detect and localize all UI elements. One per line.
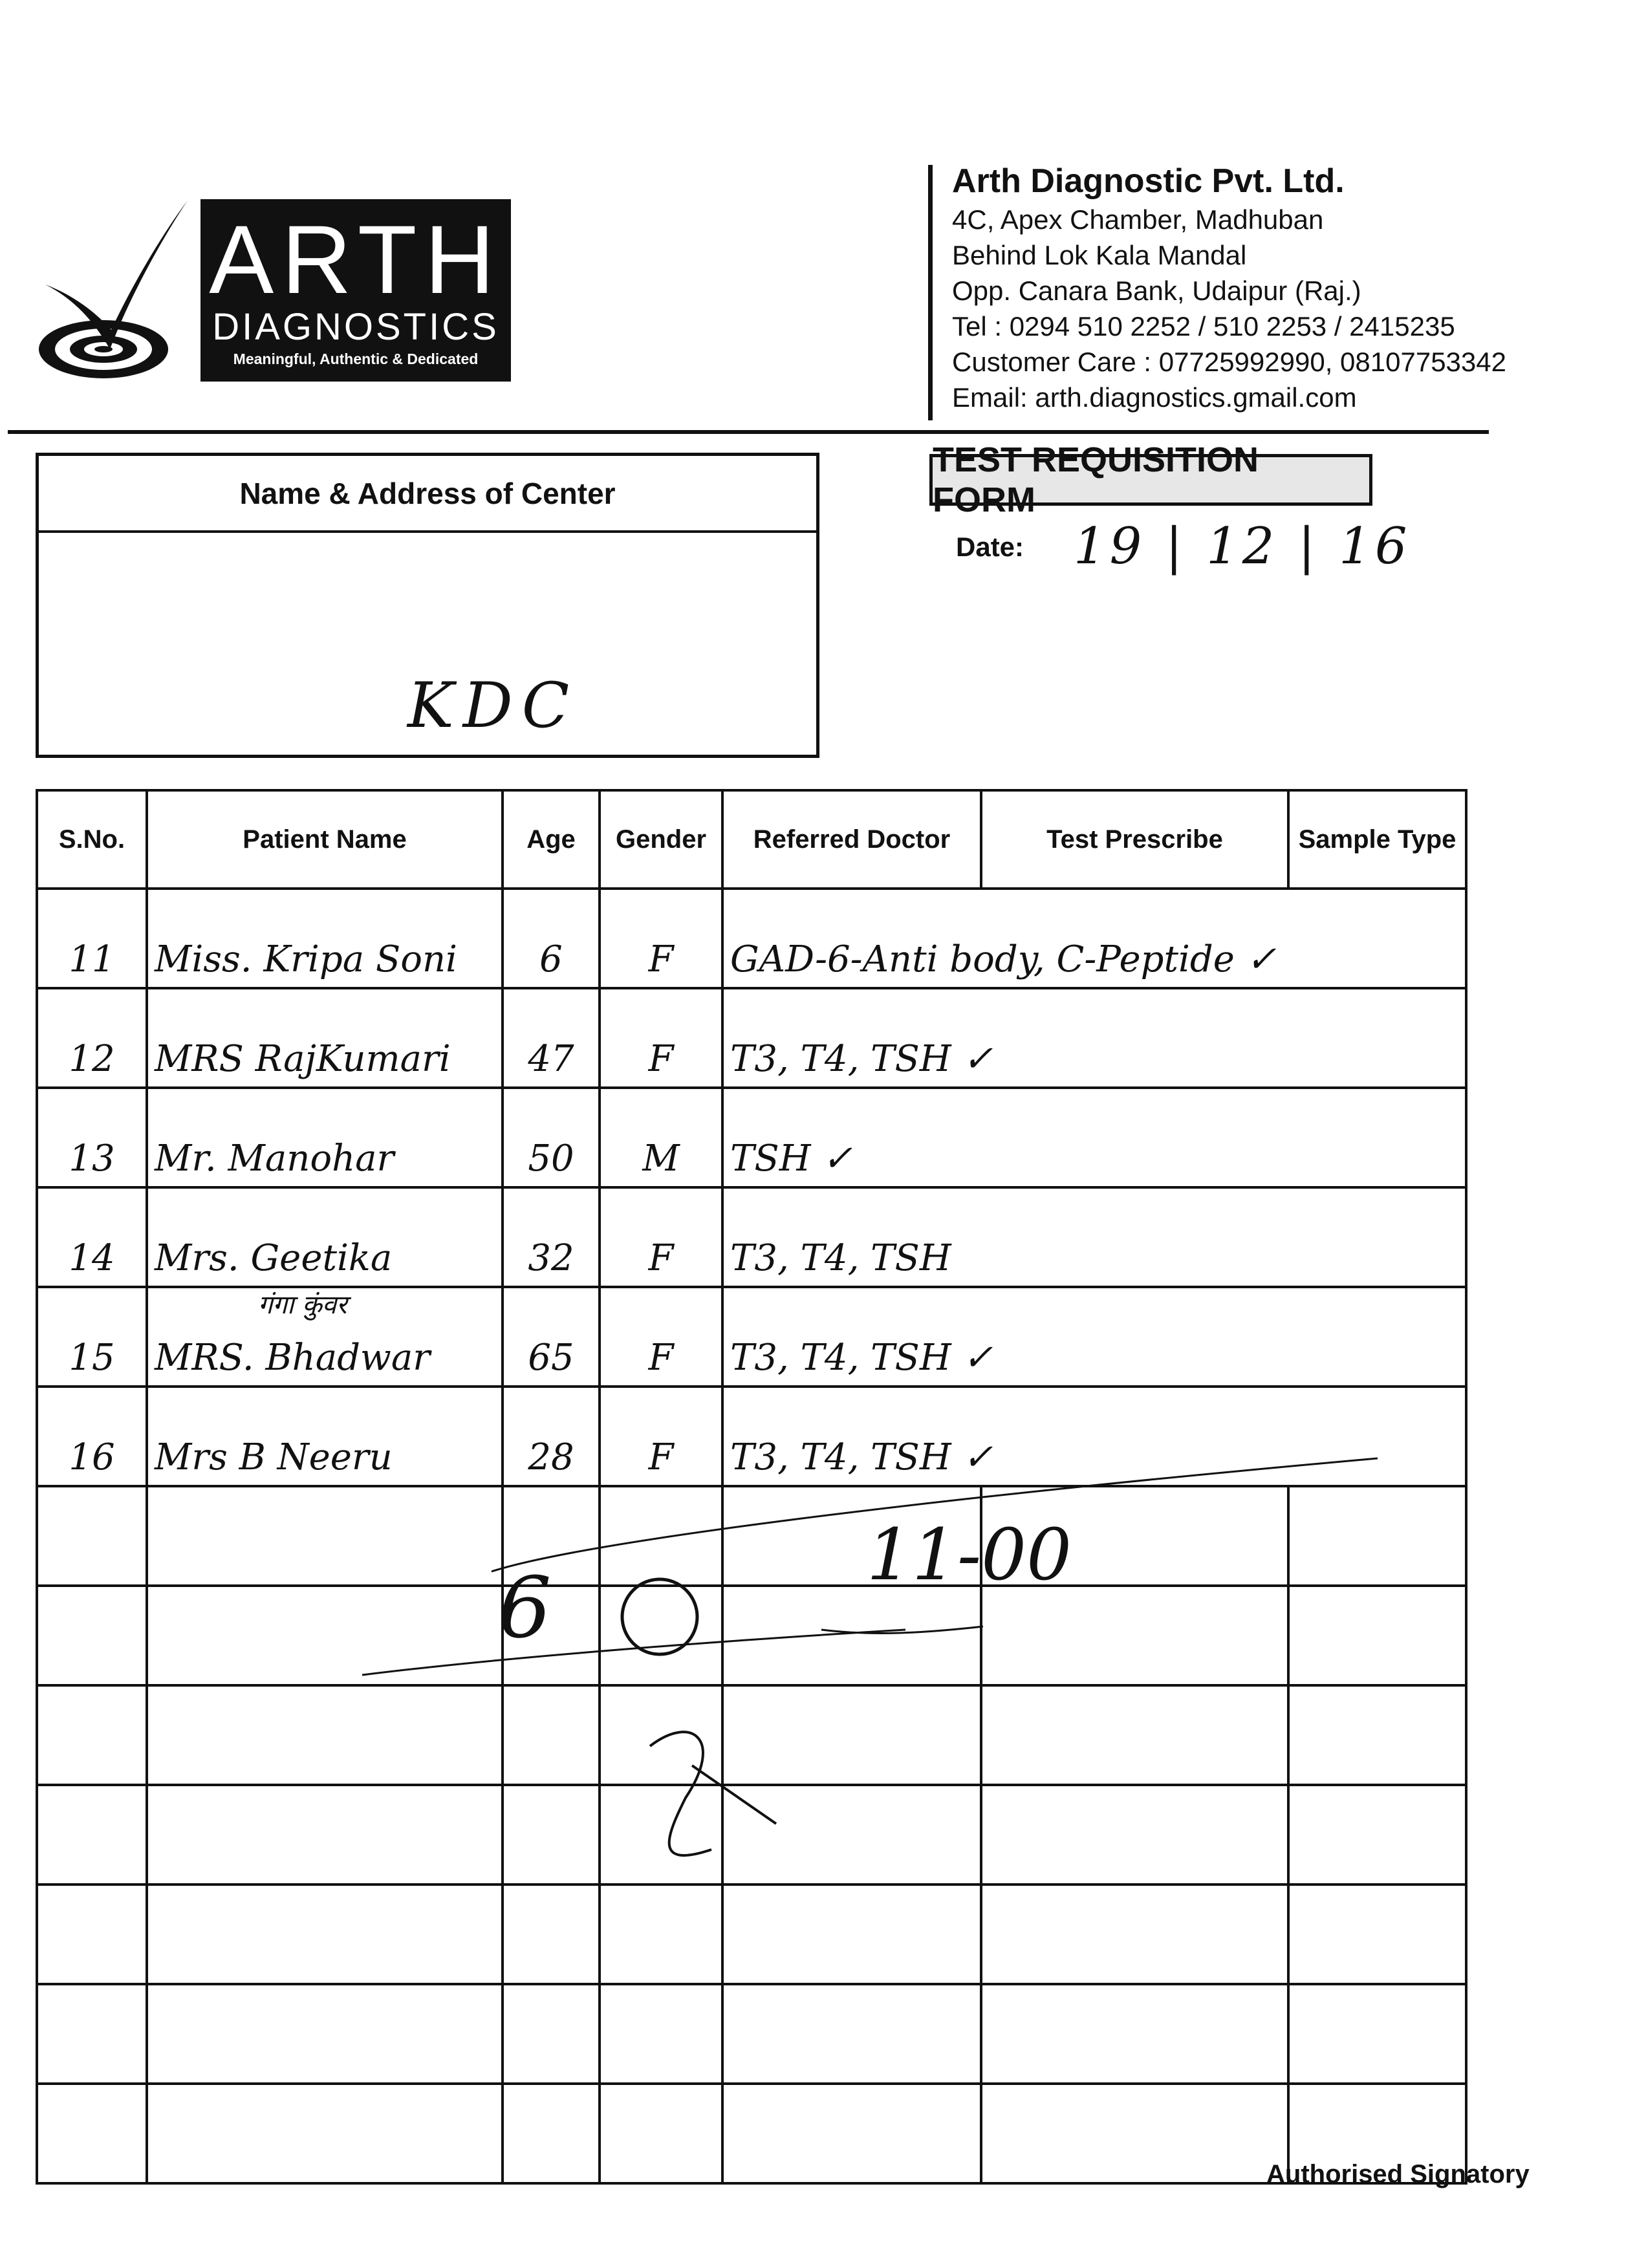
empty-cell <box>37 1685 147 1785</box>
center-label: Name & Address of Center <box>39 456 816 533</box>
empty-cell <box>37 1984 147 2084</box>
date-value: 19 | 12 | 16 <box>1074 517 1411 576</box>
phone-line: Tel : 0294 510 2252 / 510 2253 / 2415235 <box>952 311 1455 341</box>
empty-table-row <box>37 1586 1466 1685</box>
table-row <box>37 1287 1466 1387</box>
logo-target-icon <box>19 188 194 394</box>
patient-name: Miss. Kripa Soni <box>155 938 457 980</box>
address-line: Opp. Canara Bank, Udaipur (Raj.) <box>952 275 1361 306</box>
date-label: Date: <box>956 532 1024 562</box>
cell-gender: M <box>600 1088 722 1187</box>
empty-cell <box>1288 1486 1466 1586</box>
table-row <box>37 1387 1466 1486</box>
empty-table-row <box>37 1885 1466 1984</box>
empty-cell <box>600 2084 722 2183</box>
empty-cell <box>147 1984 503 2084</box>
empty-cell <box>147 2084 503 2183</box>
empty-cell <box>722 1984 981 2084</box>
cell-gender: F <box>600 1387 722 1486</box>
logo-tagline: Meaningful, Authentic & Dedicated <box>233 351 479 367</box>
empty-cell <box>981 1885 1288 1984</box>
empty-cell <box>600 1785 722 1885</box>
logo-title: ARTH <box>209 205 503 314</box>
header-gender: Gender <box>600 790 722 889</box>
cell-sno: 13 <box>37 1088 147 1187</box>
center-value: KDC <box>407 669 579 742</box>
empty-cell <box>1288 1984 1466 2084</box>
empty-cell <box>147 1486 503 1586</box>
empty-cell <box>1288 1885 1466 1984</box>
address-line: Behind Lok Kala Mandal <box>952 240 1247 270</box>
cell-sno: 11 <box>37 889 147 988</box>
empty-table-row <box>37 2084 1466 2183</box>
empty-cell <box>722 1685 981 1785</box>
empty-cell <box>1288 1586 1466 1685</box>
empty-cell <box>722 2084 981 2183</box>
patient-name: MRS. Bhadwar <box>155 1337 431 1379</box>
address-line: 4C, Apex Chamber, Madhuban <box>952 204 1324 235</box>
table-row <box>37 1187 1466 1287</box>
empty-cell <box>600 1486 722 1586</box>
cell-age: 65 <box>503 1287 600 1387</box>
empty-cell <box>600 1685 722 1785</box>
header-age: Age <box>503 790 600 889</box>
empty-table-row <box>37 1685 1466 1785</box>
cell-age: 6 <box>503 889 600 988</box>
customer-care-line: Customer Care : 07725992990, 08107753342 <box>952 347 1506 377</box>
cell-age: 32 <box>503 1187 600 1287</box>
cell-patient-name <box>147 1088 503 1187</box>
empty-cell <box>722 1885 981 1984</box>
table-row <box>37 988 1466 1088</box>
empty-cell <box>37 1885 147 1984</box>
table-row <box>37 889 1466 988</box>
empty-cell <box>503 1785 600 1885</box>
empty-cell <box>503 1984 600 2084</box>
header-sample-type: Sample Type <box>1288 790 1466 889</box>
empty-cell <box>600 1984 722 2084</box>
email-line: Email: arth.diagnostics.gmail.com <box>952 382 1357 413</box>
cell-sno: 14 <box>37 1187 147 1287</box>
patient-alt-name: गंगा कुंवर <box>258 1290 347 1320</box>
empty-cell <box>722 1586 981 1685</box>
cell-tests: T3, T4, TSH ✓ <box>722 988 1466 1088</box>
cell-gender: F <box>600 988 722 1088</box>
patient-name: MRS RajKumari <box>155 1038 451 1080</box>
empty-cell <box>147 1885 503 1984</box>
company-divider <box>928 165 933 420</box>
empty-cell <box>1288 1685 1466 1785</box>
empty-cell <box>37 1586 147 1685</box>
header-referred-doctor: Referred Doctor <box>722 790 981 889</box>
cell-gender: F <box>600 1187 722 1287</box>
cell-tests: GAD-6-Anti body, C-Peptide ✓ <box>722 889 1466 988</box>
cell-gender: F <box>600 889 722 988</box>
patient-name: Mrs B Neeru <box>155 1436 393 1478</box>
logo-subtitle: DIAGNOSTICS <box>212 306 499 348</box>
empty-cell <box>147 1785 503 1885</box>
empty-cell <box>37 2084 147 2183</box>
cell-patient-name <box>147 1387 503 1486</box>
empty-table-row <box>37 1486 1466 1586</box>
empty-table-row <box>37 1984 1466 2084</box>
header-sno: S.No. <box>37 790 147 889</box>
empty-cell <box>600 1586 722 1685</box>
empty-cell <box>722 1785 981 1885</box>
cell-patient-name <box>147 988 503 1088</box>
cell-age: 50 <box>503 1088 600 1187</box>
cell-sno: 12 <box>37 988 147 1088</box>
table-header-row <box>37 790 1466 889</box>
empty-cell <box>147 1685 503 1785</box>
patient-name: Mr. Manohar <box>155 1138 395 1180</box>
cell-gender: F <box>600 1287 722 1387</box>
empty-cell <box>37 1785 147 1885</box>
empty-cell <box>147 1586 503 1685</box>
header-patient-name: Patient Name <box>147 790 503 889</box>
empty-cell <box>600 1885 722 1984</box>
empty-cell <box>1288 1785 1466 1885</box>
empty-cell <box>503 1885 600 1984</box>
patient-name: Mrs. Geetika <box>155 1237 393 1279</box>
cell-tests: T3, T4, TSH ✓ <box>722 1287 1466 1387</box>
empty-cell <box>981 1586 1288 1685</box>
table-row <box>37 1088 1466 1187</box>
empty-cell <box>981 1685 1288 1785</box>
cell-age: 28 <box>503 1387 600 1486</box>
cell-sno: 16 <box>37 1387 147 1486</box>
cell-patient-name <box>147 889 503 988</box>
logo-wordmark <box>200 199 511 382</box>
center-box <box>36 453 819 758</box>
cell-tests: T3, T4, TSH ✓ <box>722 1387 1466 1486</box>
authorised-signatory: Authorised Signatory <box>1266 2160 1530 2188</box>
header-test-prescribe: Test Prescribe <box>981 790 1288 889</box>
cell-patient-name <box>147 1187 503 1287</box>
requisition-table <box>36 789 1465 2082</box>
cell-sno: 15 <box>37 1287 147 1387</box>
empty-cell <box>503 1685 600 1785</box>
company-info <box>952 162 1506 415</box>
cell-tests: TSH ✓ <box>722 1088 1466 1187</box>
cell-age: 47 <box>503 988 600 1088</box>
empty-cell <box>981 2084 1288 2183</box>
form-title: TEST REQUISITION FORM <box>929 454 1372 506</box>
cell-patient-name <box>147 1287 503 1387</box>
empty-cell <box>503 2084 600 2183</box>
empty-cell <box>37 1486 147 1586</box>
empty-cell <box>981 1785 1288 1885</box>
empty-table-row <box>37 1785 1466 1885</box>
time-annotation: 11-00 <box>867 1513 1072 1596</box>
count-annotation: 6 <box>498 1559 552 1657</box>
empty-cell <box>981 1984 1288 2084</box>
cell-tests: T3, T4, TSH <box>722 1187 1466 1287</box>
header-rule <box>8 430 1489 434</box>
company-name: Arth Diagnostic Pvt. Ltd. <box>952 162 1345 200</box>
